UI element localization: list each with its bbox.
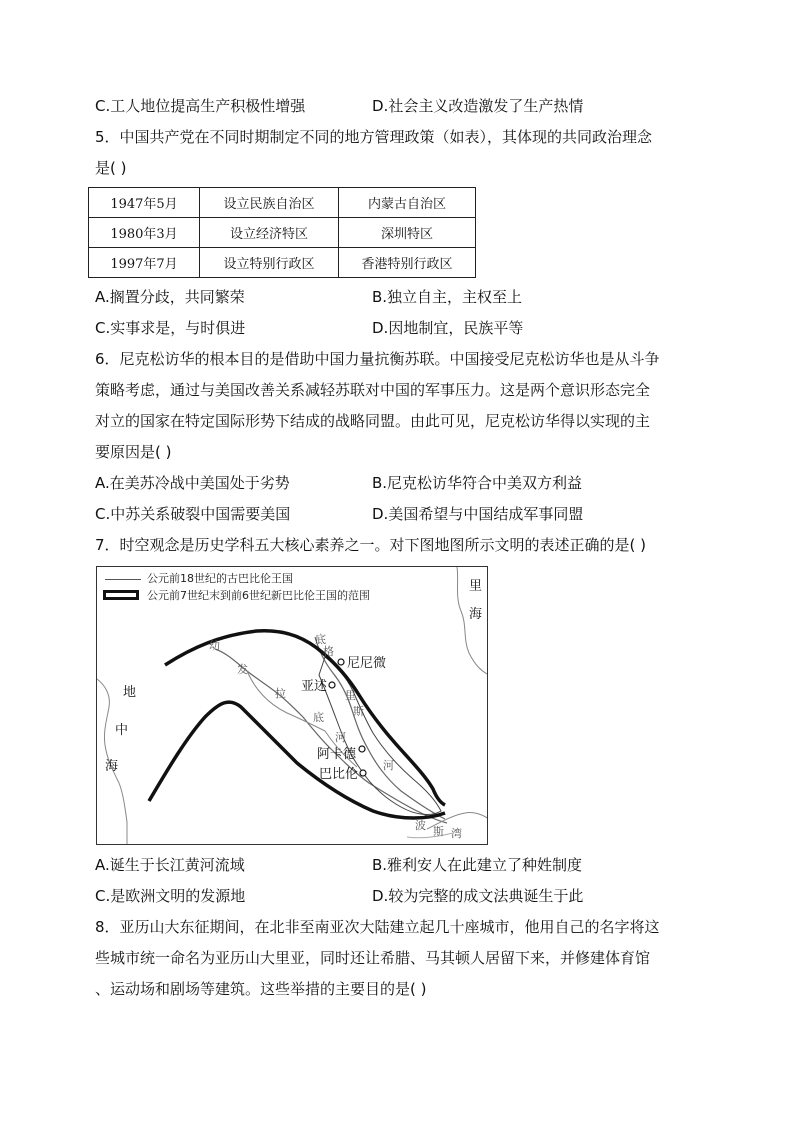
table-cell-policy: 设立民族自治区 [200,188,339,218]
river-char: 河 [383,759,394,772]
table-cell-date: 1997年7月 [89,248,200,278]
river-char: 底 [313,711,324,724]
river-char: 里 [345,689,356,702]
neo-babylon-north-border [165,631,445,805]
akkad-marker [359,746,365,752]
q5-option-b: B.独立自主，主权至上 [372,288,523,306]
mesopotamia-map [96,566,488,845]
q6-stem-line2: 策略考虑，通过与美国改善关系减轻苏联对中国的军事压力。这是两个意识形态完全 [95,381,651,399]
river-char: 波 [415,819,426,832]
q4-option-d: D.社会主义改造激发了生产热情 [372,97,584,115]
sea-label-caspian-2: 海 [469,607,483,622]
q8-stem-line3: 、运动场和剧场等建筑。这些举措的主要目的是( ) [95,980,427,998]
map-drawing [97,567,488,845]
river-char: 幼 [209,639,220,652]
q5-stem-line2: 是( ) [95,159,127,177]
river-char: 拉 [275,687,286,700]
table-cell-date: 1947年5月 [89,188,200,218]
table-cell-region: 深圳特区 [339,218,476,248]
river-char: 斯 [433,825,444,838]
sea-label-mediterranean-1: 地 [123,685,137,700]
legend-thick-box [103,590,139,600]
sea-label-mediterranean-2: 中 [115,723,129,738]
legend-label-1: 公元前18世纪的古巴比伦王国 [147,572,293,585]
euphrates-river [215,649,447,823]
sea-label-caspian-1: 里 [469,579,483,594]
river-char: 底 [315,633,326,646]
table-cell-policy: 设立特别行政区 [200,248,339,278]
q7-option-b: B.雅利安人在此建立了种姓制度 [372,856,583,874]
q6-stem-line3: 对立的国家在特定国际形势下结成的战略同盟。由此可见，尼克松访华得以实现的主 [95,412,651,430]
table-cell-policy: 设立经济特区 [200,218,339,248]
table-row [89,248,476,278]
table-row [89,218,476,248]
q6-option-c: C.中苏关系破裂中国需要美国 [95,505,291,523]
q6-stem-line1: 6．尼克松访华的根本目的是借助中国力量抗衡苏联。中国接受尼克松访华也是从斗争 [95,350,660,368]
city-label-assur: 亚述 [301,679,328,694]
river-char: 发 [237,663,248,676]
river-char: 斯 [353,705,364,718]
q6-option-d: D.美国希望与中国结成军事同盟 [372,505,584,523]
babylon-marker [360,770,366,776]
city-label-akkad: 阿卡德 [317,747,357,762]
gulf-coast-inner [407,833,453,838]
q7-stem: 7．时空观念是历史学科五大核心素养之一。对下图地图所示文明的表述正确的是( ) [95,536,647,554]
legend-thin-line [105,579,141,580]
city-label-babylon: 巴比伦 [319,767,359,782]
river-char: 格 [323,645,334,658]
q7-option-d: D.较为完整的成文法典诞生于此 [372,887,584,905]
neo-babylon-south-border [149,702,445,818]
policy-table [88,187,476,278]
city-label-nineveh: 尼尼微 [347,656,387,671]
q5-option-d: D.因地制宜，民族平等 [372,319,524,337]
river-char: 河 [335,731,346,744]
q5-stem-line1: 5．中国共产党在不同时期制定不同的地方管理政策（如表），其体现的共同政治理念 [95,128,653,146]
table-row [89,188,476,218]
q5-option-a: A.搁置分歧，共同繁荣 [95,288,245,306]
q7-option-a: A.诞生于长江黄河流域 [95,856,245,874]
nineveh-marker [338,659,344,665]
q6-option-a: A.在美苏冷战中美国处于劣势 [95,474,290,492]
q4-option-c: C.工人地位提高生产积极性增强 [95,97,306,115]
table-cell-date: 1980年3月 [89,218,200,248]
table-cell-region: 香港特别行政区 [339,248,476,278]
q7-option-c: C.是欧洲文明的发源地 [95,887,246,905]
river-char: 湾 [451,827,462,840]
legend-label-2: 公元前7世纪末到前6世纪新巴比伦王国的范围 [147,589,370,602]
assur-marker [329,682,335,688]
q6-stem-line4: 要原因是( ) [95,443,172,461]
q8-stem-line2: 些城市统一命名为亚历山大里亚，同时还让希腊、马其顿人居留下来，并修建体育馆 [95,949,651,967]
table-cell-region: 内蒙古自治区 [339,188,476,218]
sea-label-mediterranean-3: 海 [105,759,119,774]
q5-option-c: C.实事求是，与时俱进 [95,319,246,337]
q6-option-b: B.尼克松访华符合中美双方利益 [372,474,583,492]
q8-stem-line1: 8．亚历山大东征期间，在北非至南亚次大陆建立起几十座城市，他用自己的名字将这 [95,918,660,936]
